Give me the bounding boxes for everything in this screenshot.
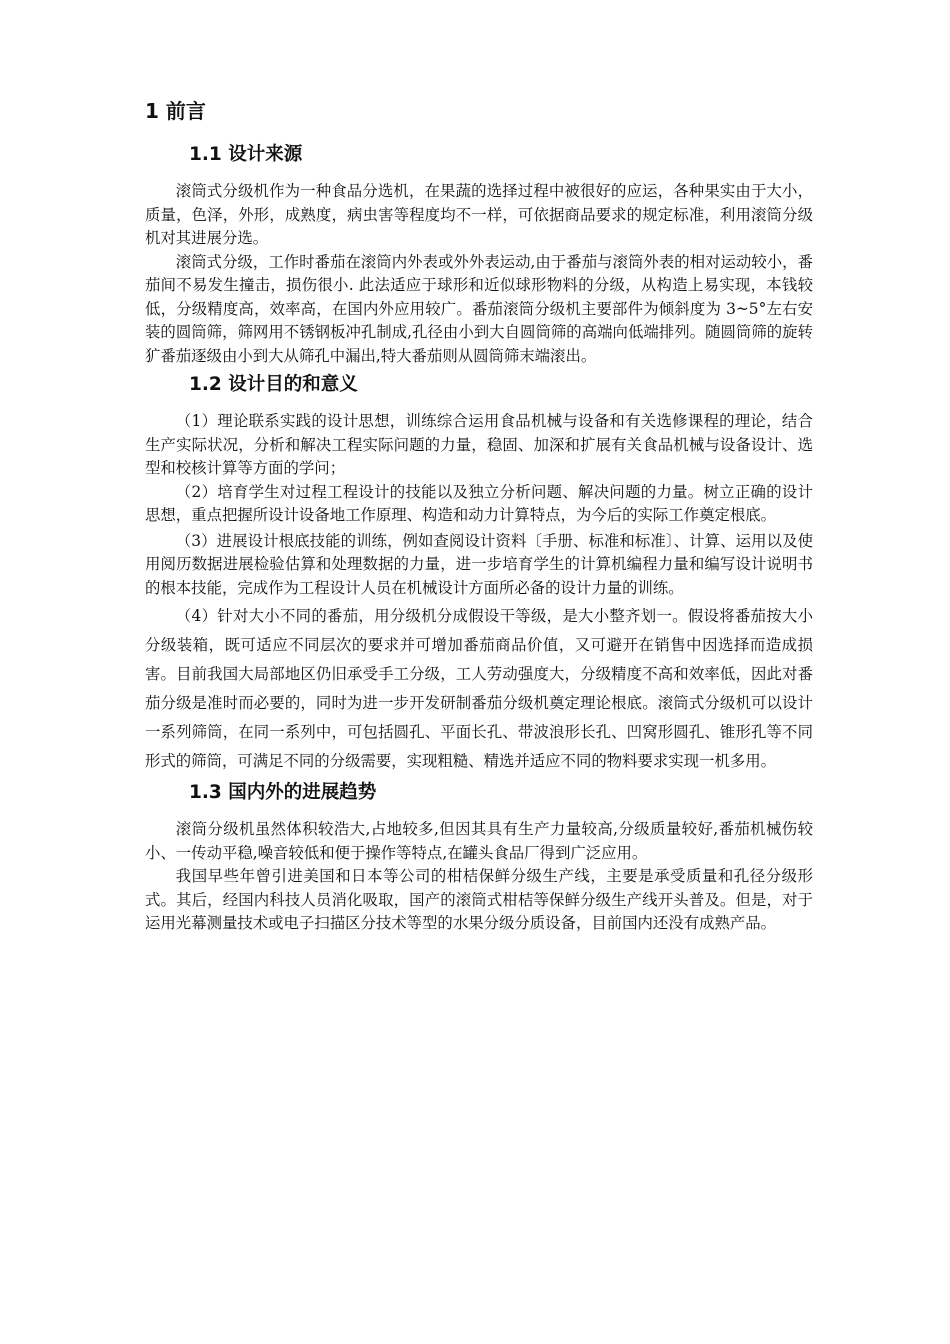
section-heading-1-3: 1.3 国内外的进展趋势 xyxy=(189,782,377,803)
chapter-heading: 1 前言 xyxy=(145,99,206,123)
list-item: （3）进展设计根底技能的训练，例如查阅设计资料〔手册、标准和标准〕、计算、运用以及使用阅历数据进展检验估算和处理数据的力量，进一步培育学生的计算机编程力量和编写设计说明书的根本技能，完成作为工程设计人员在机械设计方面所必备的设计力量的训练。 xyxy=(145,531,813,597)
section-heading-1-2: 1.2 设计目的和意义 xyxy=(189,374,358,395)
section-heading-1-1: 1.1 设计来源 xyxy=(189,144,303,165)
paragraph: 滚筒式分级，工作时番茄在滚筒内外表或外外表运动,由于番茄与滚筒外表的相对运动较小，番茄间不易发生撞击，损伤很小. 此法适应于球形和近似球形物料的分级，从构造上易实现，本钱较低，分级精度高，效率高，在国内外应用较广。番茄滚筒分级机主要部件为倾斜度为 3~5°左右安装的圆筒筛，筛网用不锈钢板冲孔制成,孔径由小到大自圆筒筛的高端向低端排列。随圆筒筛的旋转犷番茄逐级由小到大从筛孔中漏出,特大番茄则从圆筒筛末端滚出。 xyxy=(145,252,813,365)
document-page xyxy=(145,98,813,936)
list-item: （4）针对大小不同的番茄，用分级机分成假设干等级，是大小整齐划一。假设将番茄按大小分级装箱，既可适应不同层次的要求并可增加番茄商品价值，又可避开在销售中因选择而造成损害。目前我国大局部地区仍旧承受手工分级，工人劳动强度大，分级精度不高和效率低，因此对番茄分级是准时而必要的，同时为进一步开发研制番茄分级机奠定理论根底。滚筒式分级机可以设计一系列筛筒，在同一系列中，可包括圆孔、平面长孔、带波浪形长孔、凹窝形圆孔、锥形孔等不同形式的筛筒，可满足不同的分级需要，实现粗糙、精选并适应不同的物料要求实现一机多用。 xyxy=(145,607,813,770)
list-item: （2）培育学生对过程工程设计的技能以及独立分析问题、解决问题的力量。树立正确的设计思想，重点把握所设计设备地工作原理、构造和动力计算特点，为今后的实际工作奠定根底。 xyxy=(145,482,813,524)
list-item: （1）理论联系实践的设计思想，训练综合运用食品机械与设备和有关选修课程的理论，结合生产实际状况，分析和解决工程实际问题的力量，稳固、加深和扩展有关食品机械与设备设计、选型和校核计算等方面的学问； xyxy=(145,412,813,477)
paragraph: 我国早些年曾引进美国和日本等公司的柑桔保鲜分级生产线，主要是承受质量和孔径分级形式。其后，经国内科技人员消化吸取，国产的滚筒式柑桔等保鲜分级生产线开头普及。但是，对于运用光幕测量技术或电子扫描区分技术等型的水果分级分质设备，目前国内还没有成熟产品。 xyxy=(145,867,813,932)
paragraph: 滚筒分级机虽然体积较浩大,占地较多,但因其具有生产力量较高,分级质量较好,番茄机械伤较小、一传动平稳,噪音较低和便于操作等特点,在罐头食品厂得到广泛应用。 xyxy=(145,820,813,862)
paragraph: 滚筒式分级机作为一种食品分选机，在果蔬的选择过程中被很好的应运，各种果实由于大小，质量，色泽，外形，成熟度，病虫害等程度均不一样，可依据商品要求的规定标准，利用滚筒分级机对其进展分选。 xyxy=(145,182,813,247)
